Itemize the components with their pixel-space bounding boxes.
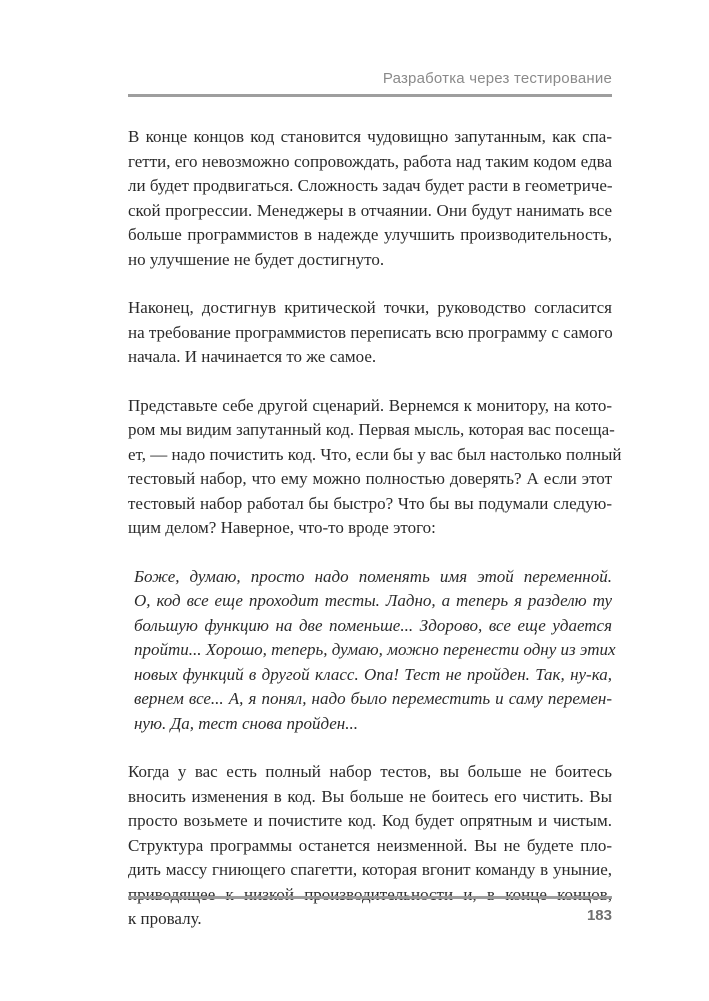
quote-line: О, код все еще проходит тесты. Ладно, а теперь я разделю ту xyxy=(134,591,612,610)
text-line: больше программистов в надежде улучшить производительность, xyxy=(128,225,612,244)
text-line: дить массу гниющего спагетти, которая вгонит команду в уныние, xyxy=(128,860,612,879)
running-head: Разработка через тестирование xyxy=(382,70,612,87)
text-line: гетти, его невозможно сопровождать, работа над таким кодом едва xyxy=(128,151,612,171)
text-line: щим делом? Наверное, что-то вроде этого: xyxy=(128,518,436,537)
text-line: ет, — надо почистить код. Что, если бы у вас был настолько полный xyxy=(128,444,622,464)
quote-line: большую функцию на две поменьше... Здорово, все еще удается xyxy=(134,615,612,635)
text-line: Структура программы останется неизменной. Вы не будете пло- xyxy=(128,835,612,855)
quote-line: пройти... Хорошо, теперь, думаю, можно перенести одну из этих xyxy=(134,640,616,659)
text-line: тестовый набор, что ему можно полностью доверять? А если этот xyxy=(128,469,612,488)
text-line: на требование программистов переписать всю программу с самого xyxy=(128,322,613,342)
text-line: к провалу. xyxy=(128,909,202,928)
text-line: В конце концов код становится чудовищно запутанным, как спа- xyxy=(128,127,612,146)
paragraph-3 xyxy=(128,394,622,541)
quote-line: вернем все... А, я понял, надо было переместить и саму перемен- xyxy=(134,689,612,708)
text-line: Наконец, достигнув критической точки, руководство согласится xyxy=(128,298,612,317)
text-line: Когда у вас есть полный набор тестов, вы больше не боитесь xyxy=(128,762,612,781)
quote-line: ную. Да, тест снова пройден... xyxy=(134,713,358,733)
page-body xyxy=(128,125,622,956)
italic-quote xyxy=(134,565,616,737)
paragraph-1 xyxy=(128,125,612,272)
page-header xyxy=(128,64,612,97)
paragraph-4 xyxy=(128,760,612,932)
text-line: Представьте себе другой сценарий. Вернемся к монитору, на кото- xyxy=(128,395,612,415)
text-line: ской прогрессии. Менеджеры в отчаянии. Они будут нанимать все xyxy=(128,200,612,220)
text-line: приводящее к низкой производительности и, в конце концов, xyxy=(128,884,612,904)
text-line: просто возьмете и почистите код. Код будет опрятным и чистым. xyxy=(128,811,612,830)
page-number: 183 xyxy=(586,907,612,924)
text-line: ром мы видим запутанный код. Первая мысль, которая вас посеща- xyxy=(128,420,615,439)
text-line: тестовый набор работал бы быстро? Что бы вы подумали следую- xyxy=(128,493,612,513)
text-line: вносить изменения в код. Вы больше не боитесь его чистить. Вы xyxy=(128,786,612,806)
text-line: но улучшение не будет достигнуто. xyxy=(128,249,385,269)
paragraph-2 xyxy=(128,296,612,370)
quote-line: новых функций в другой класс. Опа! Тест не пройден. Так, ну-ка, xyxy=(134,664,612,684)
text-line: ли будет продвигаться. Сложность задач будет расти в геометриче- xyxy=(128,176,613,195)
quote-line: Боже, думаю, просто надо поменять имя этой переменной. xyxy=(134,566,612,586)
text-line: начала. И начинается то же самое. xyxy=(128,347,377,366)
